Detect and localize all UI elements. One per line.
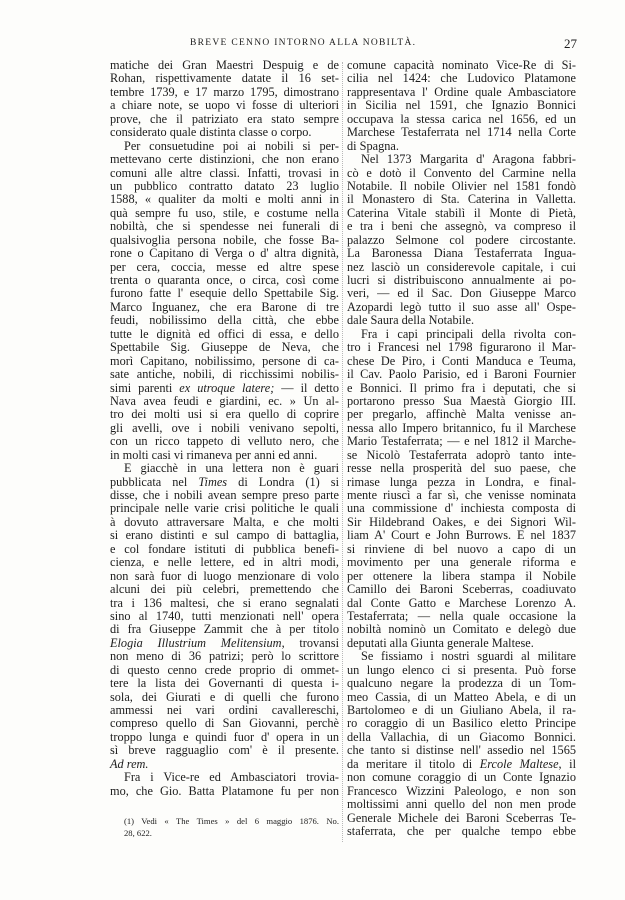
italic-text: ex utroque latere;	[179, 380, 275, 395]
paragraph	[347, 328, 576, 651]
paragraph	[110, 59, 339, 140]
text-line: e col fondare istituti di pubblica benefi-	[110, 541, 339, 556]
text-line: si rinviene di bel nuovo a capo di un	[347, 541, 576, 556]
text-line: qualcuno negare la prodezza di un Tom-	[347, 676, 576, 691]
right-column	[347, 59, 576, 838]
text-line: una commissione d' inchiesta composta di	[347, 501, 576, 516]
text-line: chese De Piro, i Conti Manduca e Teuma,	[347, 353, 576, 368]
text-line	[110, 476, 339, 489]
text-line: sino al 1740, tutti menzionati nell' opera	[110, 608, 339, 623]
text-line: Caterina Vitale stabilì il Monte di Pietà,	[347, 205, 576, 220]
paragraph	[347, 153, 576, 328]
text-line: considerato quale distinta classe o corpo.	[110, 125, 312, 140]
text-line: che tanto si distinse nell' assedio nel 1565	[347, 743, 576, 758]
text-line: mettevano certe distinzioni, che non erano	[110, 152, 339, 167]
text-line: morì Capitano, nobilissimo, persone di ca-	[110, 353, 339, 368]
text-line: qualsivoglia persona nobile, che fosse Ba-	[110, 232, 339, 247]
italic-text: Times	[198, 474, 228, 489]
text-line: tra i 136 maltesi, che si erano segnalati	[110, 595, 339, 610]
text-line: Mario Testaferrata; — e nel 1812 il Marche-	[347, 434, 576, 449]
text-line: tro dei molti usi si era quello di coprire	[110, 407, 339, 422]
paragraph	[110, 771, 339, 798]
paragraph	[347, 59, 576, 153]
text-line: il Monastero di Sta. Caterina in Valletta.	[347, 192, 576, 207]
text-line: Camillo dei Baroni Sceberras, coadiuvato	[347, 582, 576, 597]
text-line: a chiare note, se uopo vi fosse di ulteriori	[110, 98, 339, 113]
text-line: deputati alla Giunta generale Maltese.	[347, 635, 534, 650]
text-line: Generale Michele dei Baroni Sceberras Te-	[347, 810, 576, 825]
text-line: tutte le dignità ed offici di essa, e dello	[110, 326, 339, 341]
text-line: principale nelle varie crisi politiche le quali	[110, 501, 339, 516]
paragraph	[110, 140, 339, 463]
text-line: disse, che i nobili avean sempre preso parte	[110, 488, 339, 502]
page-number: 27	[564, 36, 577, 51]
text-segment: , il	[558, 756, 576, 771]
text-line: cilia nel 1424: che Ludovico Platamone	[347, 71, 576, 86]
text-line: trenta o quaranta once, o circa, così come	[110, 273, 339, 287]
running-head	[110, 38, 577, 54]
text-line: movimento per una generale riforma e	[347, 555, 576, 570]
text-line: tere la lista dei Governanti di questa i-	[110, 676, 339, 691]
text-segment: pubblicata nel	[110, 474, 199, 489]
text-line: comuni alle altre classi. Infatti, trovasi in	[110, 165, 339, 180]
text-line: nobiltà, che si spendesse nei funerali di	[110, 219, 339, 234]
text-line: (1) Vedi « The Times » del 6 maggio 1876. No.	[124, 816, 339, 826]
text-line	[347, 758, 576, 771]
text-line: alcuni dei più celebri, premettendo che	[110, 582, 339, 597]
text-line: staferrata, che per qualche tempo ebbe	[347, 823, 576, 838]
text-line: non meno di 36 patrizi; però lo scrittore	[110, 649, 339, 664]
text-line: non comune coraggio di un Conte Ignazio	[347, 770, 576, 785]
text-line: di questo cenno crede proprio di ommet-	[110, 662, 339, 677]
text-line: per pregarlo, affinchè Malta venisse an-	[347, 407, 576, 422]
text-line: à dovuto attraversare Malta, e che molti	[110, 514, 339, 529]
text-line: in molti casi vi rimaneva per anni ed anni.	[110, 447, 318, 462]
text-line: Per consuetudine poi ai nobili si per-	[124, 138, 339, 153]
text-line: Sir Hildebrand Oakes, e dei Signori Wil-	[347, 514, 576, 529]
text-line: dal Conte Gatto e Marchese Lorenzo A.	[347, 595, 576, 610]
text-line: Se fissiamo i nostri sguardi al militare	[361, 649, 576, 664]
footnote	[110, 815, 339, 839]
text-segment: — il detto	[274, 380, 339, 395]
text-line: E giacchè in una lettera non è guari	[124, 461, 339, 476]
text-line: compreso quello di San Giovanni, perchè	[110, 716, 339, 731]
text-line: furono fatte l' esequie dello Spettabile Sig.	[110, 286, 339, 301]
paragraph	[110, 462, 339, 771]
text-line: ammessi nei vari ordini cavallereschi,	[110, 703, 339, 717]
text-line: Azopardi legò tutto il suo asse all' Ospe-	[347, 299, 576, 314]
text-segment: simi parenti	[110, 380, 180, 395]
text-line: e tra i beni che assegnò, va compreso il	[347, 219, 576, 234]
text-segment: , trovansi	[281, 635, 339, 650]
text-line: Nel 1373 Margarita d' Aragona fabbri-	[361, 152, 576, 167]
text-line: ro coraggio di un Basilico eletto Principe	[347, 716, 576, 731]
paragraph	[347, 650, 576, 838]
text-line: il Cav. Paolo Parisio, ed i Baroni Fournier	[347, 367, 576, 382]
text-line: un pubblico contratto datato 23 luglio	[110, 178, 339, 193]
text-line: Nava avea feudi e giardini, ec. » Un al-	[110, 393, 339, 408]
text-line: 28, 622.	[124, 828, 152, 838]
text-line: dale Saura della Notabile.	[347, 313, 475, 328]
text-line: sate antiche, nobili, di ricchissimi nobilis-	[110, 367, 339, 382]
text-line: Notabile. Il nobile Olivier nel 1581 fondò	[347, 178, 576, 193]
text-line: moltissimi anni quello del non men prode	[347, 797, 576, 812]
text-line: Francesco Wizzini Paleologo, e non son	[347, 783, 576, 798]
text-segment: di Londra (1) si	[227, 474, 339, 489]
text-line: se Nicolò Testaferrata adoprò tanto inte-	[347, 447, 576, 462]
text-line: non sarà fuor di luogo menzionare di volo	[110, 568, 339, 583]
italic-text: Ercole Maltese	[479, 756, 559, 771]
text-line: Testaferrata; — nella quale occasione la	[347, 608, 576, 623]
text-line: per ottenere la libera stampa il Nobile	[347, 568, 576, 583]
text-line	[110, 637, 339, 650]
text-line: mente riuscì a far sì, che venisse nominata	[347, 488, 576, 502]
text-line: meo Cassia, di un Matteo Abela, e di un	[347, 689, 576, 704]
text-line: per cera, coccia, messe ed altre spese	[110, 259, 339, 274]
text-line: occupava la stessa carica nel 1656, ed un	[347, 111, 576, 126]
text-line: cienza, e nelle lettere, ed in altri modi,	[110, 555, 339, 570]
text-line: tembre 1739, e 17 marzo 1795, dimostrano	[110, 84, 339, 99]
text-line: nessa allo Impero britannico, fu il Marchese	[347, 420, 576, 435]
text-line: della Vallachia, di un Giacomo Bonnici.	[347, 729, 576, 744]
text-line: resse nella prosperità del suo paese, che	[347, 461, 576, 476]
text-line: di fra Giuseppe Zammit che à per titolo	[110, 622, 339, 637]
running-title: BREVE CENNO INTORNO ALLA NOBILTÀ.	[190, 38, 417, 48]
text-line: rimase lunga pezza in Londra, e final-	[347, 474, 576, 489]
text-line: tro i Francesi nel 1798 figurarono il Mar-	[347, 340, 576, 355]
text-line: un lungo elenco ci si presenta. Può forse	[347, 662, 576, 677]
text-line: quà sempre fu uso, stile, e costume nella	[110, 205, 339, 220]
text-line: Bartolomeo e di un Giuliano Abela, il ra-	[347, 703, 576, 717]
text-line: lucri si distribuiscono annualmente ai po-	[347, 273, 576, 287]
text-line: Spettabile Sig. Giuseppe de Neva, che	[110, 340, 339, 355]
text-line: matiche dei Gran Maestri Despuig e de	[110, 58, 339, 72]
text-line: nobiltà nominò un Comitato e delegò due	[347, 622, 576, 637]
text-line: 1588, « qualiter da molti e molti anni in	[110, 192, 339, 207]
text-line: Marco Inguanez, che era Barone di tre	[110, 299, 339, 314]
italic-text: Ad rem.	[110, 756, 149, 771]
text-line: e Bonnici. Il primo fra i deputati, che si	[347, 380, 576, 395]
text-line: nez lasciò un considerevole capitale, i cui	[347, 259, 576, 274]
text-segment: da meritare il titolo di	[347, 756, 480, 771]
text-line: portarono presso Sua Maestà Giorgio III.	[347, 393, 576, 408]
italic-text: Elogia Illustrium Melitensium	[110, 635, 282, 650]
text-line: mo, che Gio. Batta Platamone fu per non	[110, 783, 339, 798]
text-line: La Baronessa Diana Testaferrata Ingua-	[347, 246, 576, 261]
text-line: liam A' Court e John Burrows. E nel 1837	[347, 528, 576, 543]
text-line: palazzo Selmone col podere circostante.	[347, 232, 576, 247]
text-line	[110, 382, 339, 395]
text-line: comune capacità nominato Vice-Re di Si-	[347, 58, 576, 72]
text-line: gli avelli, ove i nobili venivano sepolti,	[110, 420, 339, 435]
column-divider	[342, 62, 343, 842]
text-line: sola, dei Giurati e di quelli che furono	[110, 689, 339, 704]
text-line: feudi, nobilissimo della città, che ebbe	[110, 313, 339, 328]
text-line: Rohan, rispettivamente datate il 16 set-	[110, 71, 339, 86]
text-line: cò e dotò il Convento del Carmine nella	[347, 165, 576, 180]
text-line: Fra i capi principali della rivolta con-	[361, 326, 576, 341]
text-line	[110, 758, 339, 771]
text-line: veri, — ed il Sac. Don Giuseppe Marco	[347, 286, 576, 301]
text-line: in Sicilia nel 1591, che Ignazio Bonnici	[347, 98, 576, 113]
text-line: Marchese Testaferrata nel 1714 nella Corte	[347, 125, 576, 140]
text-line: con un ricco tappeto di velluto nero, che	[110, 434, 339, 449]
text-line: troppo lunga e quindi fuor d' opera in un	[110, 729, 339, 744]
text-line: di Spagna.	[347, 138, 399, 153]
text-line: rone o Capitano di Verga o d' altra dignità,	[110, 246, 339, 261]
text-line: sì breve ragguaglio com' è il presente.	[110, 743, 339, 758]
text-line: rappresentava l' Ordine quale Ambasciatore	[347, 84, 576, 99]
text-line: Fra i Vice-re ed Ambasciatori trovia-	[124, 770, 339, 785]
text-line: si erano distinti e sul campo di battaglia,	[110, 528, 339, 543]
left-column	[110, 59, 339, 798]
text-line: prove, che il patriziato era stato sempre	[110, 111, 339, 126]
